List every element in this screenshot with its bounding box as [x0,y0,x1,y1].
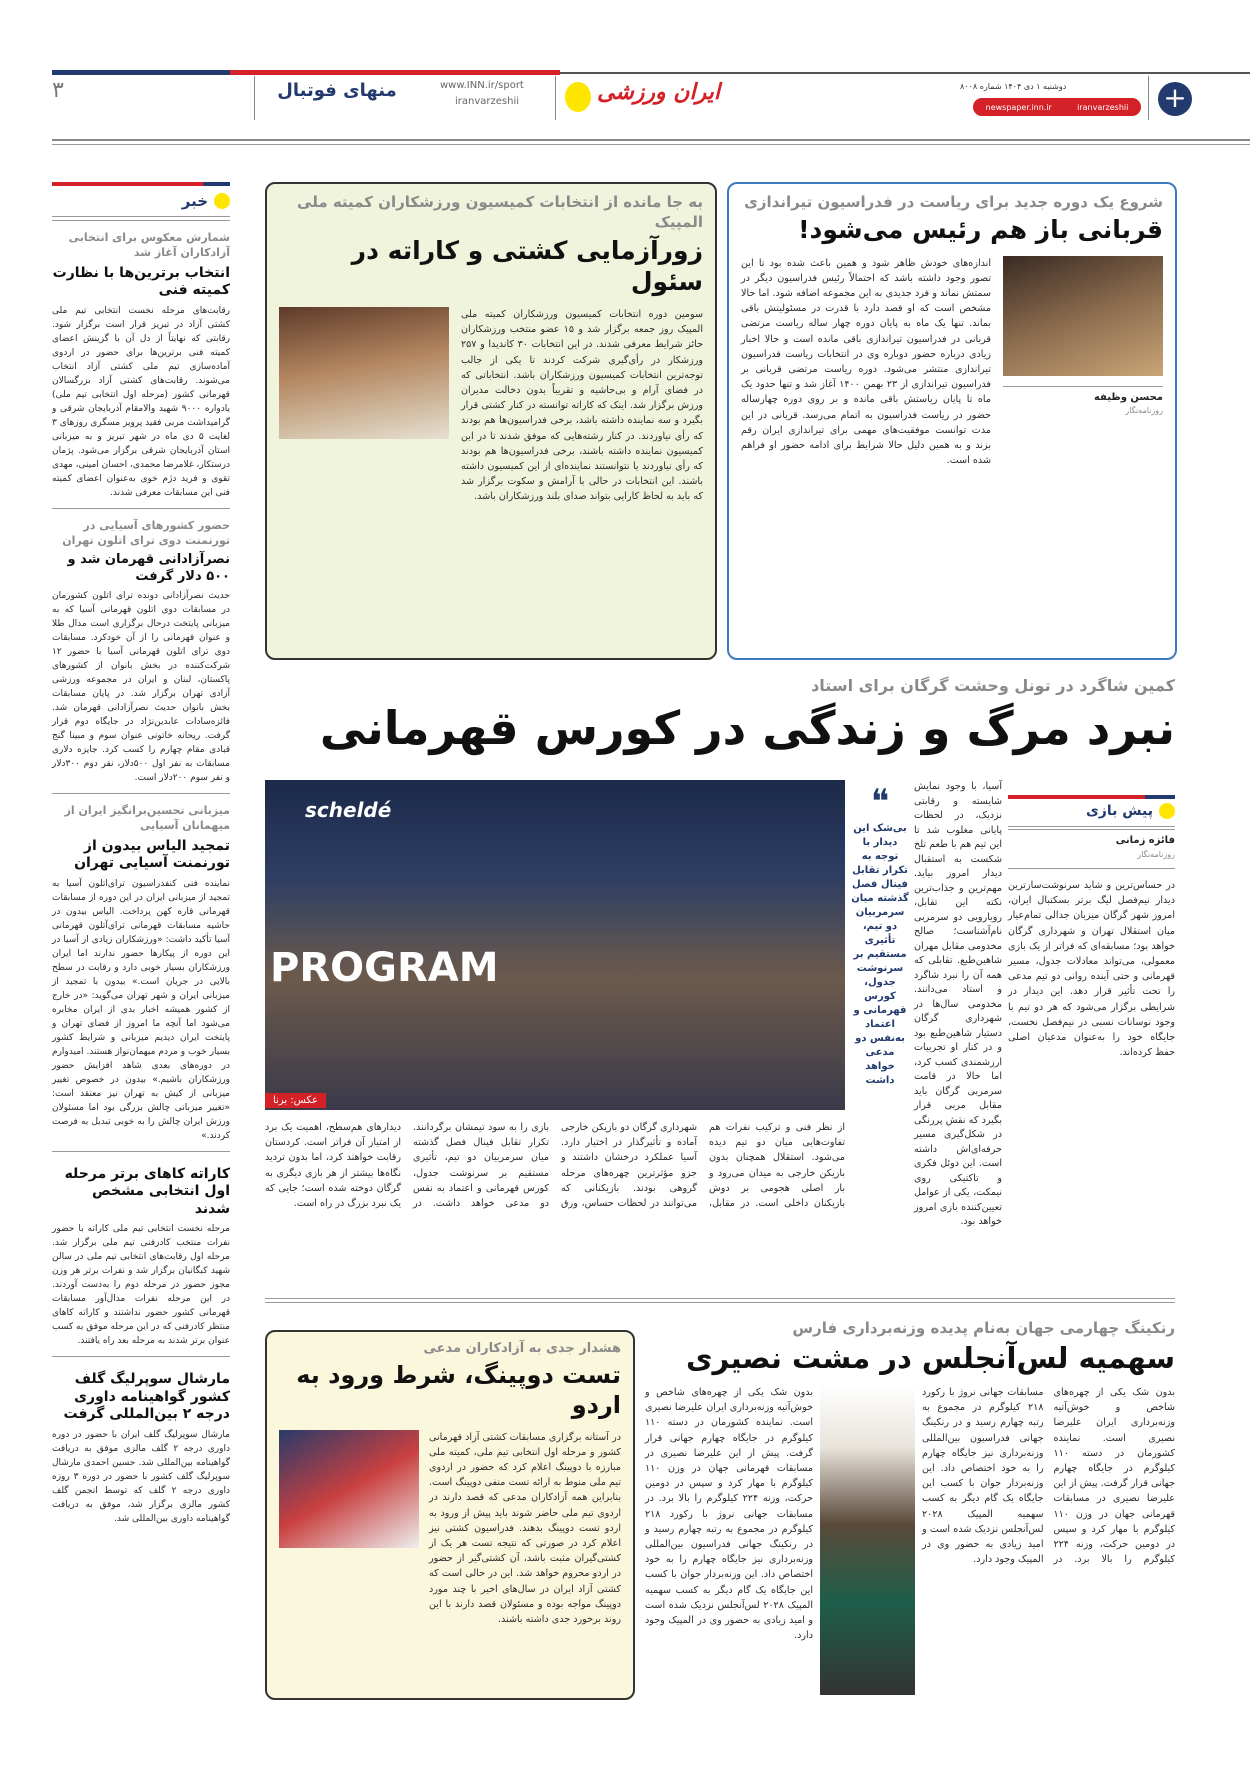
body-text: بدون شک یکی از چهره‌های شاخص و خوش‌آتیه وزنه‌برداری ایران علیرضا نصیری است. نماینده کشورمان در دسته ۱۱۰ کیلوگرم در جایگاه چهارم جهانی قرار گرفت. پیش از این علیرضا نصیری در مسابقات قهرمانی جهان در وزن ۱۱۰ کیلوگرم با مهار کرد و سپس در دومین حرکت، وزنه ۲۲۴ کیلوگرم را بالا برد. در مسابقات جهانی نروژ با رکورد ۲۱۸ کیلوگرم در مجموع به رتبه چهارم رسید و در رنکینگ جهانی فدراسیون بین‌المللی وزنه‌برداری نیز جایگاه چهارم را به خود اختصاص داد. این وزنه‌بردار جوان با کسب این جایگاه یک گام دیگر به کسب سهمیه المپیک ۲۰۲۸ لس‌آنجلس نزدیک شده است و امید زیادی به حضور وی در المپیک وجود دارد. [922,1387,1175,1566]
photo-caption: عکس: برنا [265,1093,326,1108]
kicker: شمارش معکوس برای انتخابی آزادکاران آغاز شد [68,231,230,259]
body-text: حدیث نصرآزادانی دونده ترای اتلون کشورمان در مسابقات دوی اتلون قهرمانی آسیا که به میزبانی پایتخت درحال برگزاری است مدال طلا و عنوان قهرمانی را از آن خودکرد. مسابقات دوی ترای اتلون قهرمانی آسیا با حضور ۱۲ شرکت‌کننده در بخش بانوان از کشورهای پاکستان، لبنان و ایران در مجموعه ورزشی آزادی تهران برگزار شد. در پایان مسابقات بخش بانوان حدیث نصرآزادانی قهرمان شد. فائزه‌سادات عابدین‌نژاد در جایگاه دوم قرار گرفت. ریحانه خاتونی عنوان سوم و مبینا گنج قبادی مقام چهارم را کسب کرد. جایزه دلاری مسابقات به نفر اول ۵۰۰دلار، نفر دوم ۳۰۰دلار و نفر سوم ۲۰۰دلار است. [52,590,230,783]
dot-icon [1159,803,1175,819]
headline: نبرد مرگ و زندگی در کورس قهرمانی [319,701,1175,755]
divider [1148,76,1149,120]
headline: قربانی باز هم رئیس می‌شود! [798,215,1163,245]
social-handle[interactable]: iranvarzeshii [455,96,520,107]
site-url[interactable]: www.INN.ir/sport [440,80,524,91]
pill-social[interactable]: iranvarzeshii [1077,102,1129,112]
section-label: پیش بازی [1085,803,1153,819]
author-name: محسن وظیفه [1093,391,1163,403]
rule-red [230,70,560,75]
kicker: رنکینگ چهارمی جهان به‌نام پدیده وزنه‌برداری فارس [792,1319,1175,1337]
logo: ایران ورزشی [597,80,720,105]
divider [254,76,255,120]
author-role: روزنامه‌نگار [1125,405,1163,415]
article-shooting [727,182,1177,660]
sidebar-label: خبر [181,192,208,210]
headline: تست دوپینگ، شرط ورود به اردو [296,1360,621,1419]
author-role: روزنامه‌نگار [1137,850,1175,859]
author-name: فائزه زمانی [1115,835,1175,846]
headline: کاراته کاهای برتر مرحله اول انتخابی مشخص شدند [64,1165,230,1217]
body-text: سومین دوره انتخابات کمیسیون ورزشکاران کمیته ملی المپیک روز جمعه برگزار شد و ۱۵ عضو منتخب ورزشکاران حائز شرایط معرفی شدند. در این انتخابات ۳۰ کاندیدا و ۲۵۷ ورزشکار در رأی‌گیری شرکت کردند تا یکی از جالب توجه‌ترین انتخابات کمیسیون ورزشکاران باشد. انتخاباتی که در فضای آرام و بی‌حاشیه و تقریباً بدون دخالت مدیران ورزش برگزار شد. اینک که کاراته توانسته در کنار کشتی قرار بگیرد و سه نماینده داشته باشد، برخی فدراسیون‌ها هم بودند که رأی نیاوردند. در کنار رشته‌هایی که موفق شدند تا در این کمیسیون نماینده داشته باشند، برخی فدراسیون‌ها هم بودند که رأی نیاوردند یا نتوانستند نماینده‌ای از این کمیسیون داشته باشند. این انتخابات در حالی با آرامش و سکوت برگزار شد که باید به لحاظ کارایی بتواند صدای بلند ورزشکاران باشد. [461,309,703,503]
body-text: رقابت‌های مرحله نخست انتخابی تیم ملی کشتی آزاد در تبریز قرار است برگزار شود. رقابتی که نهایتاً از دل آن با گزینش اعضای کمیته فنی برترین‌ها برای حضور در اردوی آماده‌سازی تیم ملی کشتی آزاد انتخاب می‌شوند. رقابت‌های کشتی آزاد بزرگسالان قهرمانی کشور (مرحله اول انتخابی تیم ملی) یادواره ۹۰۰۰ شهید والامقام آذربایجان شرقی و گرامیداشت مربی فقید پرویز مسگری روزهای ۳ لغایت ۵ دی ماه در شهر تبریز و به میزبانی استان آذربایجان شرقی برگزار می‌شود. پژمان درستکار، غلامرضا محمدی، احسان امینی، مهدی تقوی و فرید دژم خوی به‌عنوان اعضای کمیته فنی این مسابقات معرفی شدند. [52,305,230,498]
headline: سهمیه لس‌آنجلس در مشت نصیری [685,1341,1175,1375]
sidebar-item [52,1357,230,1534]
sidebar-item [52,794,230,1152]
rule-gray [560,72,1250,74]
headline: نصرآزادانی قهرمان شد و ۵۰۰ دلار گرفت [67,552,230,584]
kicker: کمین شاگرد در تونل وحشت گرگان برای استاد [811,676,1175,695]
sidebar-item [52,509,230,794]
basketball-photo [265,780,845,1110]
quote-icon: ❝ [870,782,890,822]
article-olympic-commission [265,182,717,660]
plus-icon: + [1158,82,1192,116]
contact-pill[interactable] [973,98,1141,116]
sidebar-item [52,1152,230,1358]
kicker: هشدار جدی به آزادکاران مدعی [423,1341,621,1356]
body-text-continued: بدون شک یکی از چهره‌های شاخص و خوش‌آتیه وزنه‌برداری ایران علیرضا نصیری است. نماینده کشورمان در دسته ۱۱۰ کیلوگرم در جایگاه چهارم جهانی قرار گرفت. پیش از این علیرضا نصیری در مسابقات قهرمانی جهان در وزن ۱۱۰ کیلوگرم با مهار کرد و سپس در دومین حرکت، وزنه ۲۲۴ کیلوگرم را بالا برد. در مسابقات جهانی نروژ با رکورد ۲۱۸ کیلوگرم در مجموع به رتبه چهارم رسید و در رنکینگ جهانی فدراسیون بین‌المللی وزنه‌برداری نیز جایگاه چهارم را به خود اختصاص داد. این وزنه‌بردار جوان با کسب این جایگاه یک گام دیگر به کسب سهمیه المپیک ۲۰۲۸ لس‌آنجلس نزدیک شده است و امید زیادی به حضور وی در المپیک وجود دارد. [645,1387,813,1642]
rule [1008,795,1175,799]
rule [52,182,230,186]
body-text: در حساس‌ترین و شاید سرنوشت‌سازترین دیدار نیم‌فصل لیگ برتر بسکتبال ایران، امروز شهر گرگان میزبان جدالی تمام‌عیار میان استقلال تهران و شهرداری گرگان خواهد بود؛ مسابقه‌ای که فراتر از یک بازی معمولی، می‌تواند معادلات جدول، مسیر قهرمانی و حتی آینده روانی دو تیم مدعی را تحت تأثیر قرار دهد. این دیدار در شرایطی برگزار می‌شود که هر دو تیم با وجود نوسانات نسبی در نیم‌فصل نخست، جایگاه خود را به‌عنوان مدعیان اصلی حفظ کرده‌اند. [1008,880,1175,1059]
sidebar [52,182,230,1534]
body-text: آسیا، با وجود نمایش شایسته و رقابتی نزدیک، در لحظات پایانی مغلوب شد تا این تیم هم با طعم تلخ شکست به استقبال دیدار امروز بیاید. مهم‌ترین و جذاب‌ترین نکته این تقابل، رویارویی دو سرمربی نام‌آشناست؛ صالح مخدومی مقابل مهران شاهین‌طبع. تقابلی که همه آن را نبرد شاگرد و استاد می‌دانند. مخدومی سال‌ها در شهرداری گرگان دستیار شاهین‌طبع بود و در کنار او تجربیات ارزشمندی کسب کرد، اما حالا در قامت سرمربی گرگان باید مقابل مربی قرار بگیرد که نقش پررنگی در شکل‌گیری مسیر حرفه‌ای‌اش داشته است. این دوئل فکری و تاکتیکی روی نیمکت، یکی از عوامل تعیین‌کننده بازی امروز خواهد بود. [914,781,1002,1227]
rule-navy [52,70,230,75]
logo-dot-icon [565,82,591,112]
photo-ad: PROGRAM [270,945,499,991]
pull-quote: بی‌شک این دیدار با توجه به تکرار تقابل فینال فصل گذشته میان سرمربیان دو تیم، تأثیری مستقیم بر سرنوشت جدول، کورس قهرمانی و اعتماد به‌نفس دو مدعی خواهد داشت [851,823,909,1086]
kicker: به جا مانده از انتخابات کمیسیون ورزشکاران کمیته ملی المپیک [297,193,703,232]
headline: تمجید الیاس بیدون از تورنمنت آسیایی تهران [74,837,230,872]
body-text: اندازه‌های خودش ظاهر شود و همین باعث شده بود تا این تصور وجود داشته باشد که احتمالاً رئیس فدراسیون دیگر در سمتش نماند و فرد جدیدی به این مجموعه اضافه شود. اما حالا مشخص است که او قصد دارد با قدرت در مسئولیتش باقی بماند. تنها یک ماه به پایان دوره چهار ساله ریاست مرتضی قربانی در فدراسیون تیراندازی باقی مانده است و حالا اخبار زیادی درباره حضور دوباره وی در انتخابات ریاست فدراسیون تیراندازی منتشر می‌شود. دوره ریاست مرتضی قربانی بر فدراسیون تیراندازی از ۲۳ بهمن ۱۴۰۰ آغاز شد و تنها حدود یک ماه تا پایان ریاستش باقی مانده و بر روی دوره چهارساله حضور در ریاست فدراسیون به اتمام می‌رسد. قربانی در این مدت توانست موفقیت‌های مهمی برای تیراندازی ایران رقم بزند و به همین دلیل حالا شرایط برای ادامه حضور او فراهم شده است. [741,257,991,467]
article-photo [1003,256,1163,376]
headline: مارشال سوپرلیگ گلف کشور گواهینامه داوری درجه ۲ بین‌المللی گرفت [63,1371,230,1423]
kicker: شروع یک دوره جدید برای ریاست در فدراسیون تیراندازی [744,193,1163,211]
pill-site[interactable]: newspaper.inn.ir [985,102,1052,112]
date-line: دوشنبه ۱ دی ۱۴۰۴ شماره ۸۰۰۸ [960,82,1067,91]
section-title: منهای فوتبال [277,80,397,101]
athlete-photo [820,1385,915,1695]
article-doping [265,1330,635,1700]
body-text: نماینده فنی کنفدراسیون ترای‌اتلون آسیا به تمجید از میزبانی ایران در این دوره از مسابقات قهرمانی قاره کهن پرداخت. الیاس بیدون در حاشیه مسابقات قهرمانی ترای‌آتلون قهرمانی آسیا تأکید داشت: «ورزشکاران زیادی از آسیا در این دوره از پیکارها حضور ندارند اما ایران ورزشکاران بسیار خوبی دارد و رقابت در سطح بالایی در جریان است.» بیدون با تمجید از میزبانی ایران و شهر تهران می‌گوید: «در خارج از کشور همیشه اخبار بدی از ایران مخابره می‌شود اما آنچه ما امروز از فضای تهران و پایتخت ایران دیدیم میزبانی و شرایط کشور بسیار خوب و مردم میهمان‌نواز هستند. امیدوارم در دوره‌های بعدی شاهد افزایش حضور ورزشکاران باشیم.» بیدون در خصوص تغییر میزبانی از کیش به تهران نیز معتقد است: «تغییر میزبانی چالش بزرگی بود اما مسئولان ورزش ایران چالش را به خوبی تبدیل به فرصت کردند.» [52,878,230,1141]
kicker: حضور کشورهای آسیایی در تورنمنت دوی ترای اتلون تهران [62,518,230,547]
divider [555,76,556,120]
wrestling-photo [279,1430,419,1548]
body-text: مارشال سوپرلیگ گلف ایران با حضور در دوره داوری درجه ۲ گلف مالزی موفق به دریافت گواهینامه بین‌المللی شد. حسین احمدی مارشال سوپرلیگ گلف کشور با حضور در دوره ۳ روزه داوری درجه ۲ گلف که توسط انجمن گلف کشور مالزی برگزار شد، موفق به دریافت گواهینامه داوری بین‌المللی شد. [52,1429,230,1524]
kicker: میزبانی تحسین‌برانگیز ایران از میهمانان آسیایی [64,803,230,832]
sidebar-item [52,221,230,509]
headline: انتخاب برترین‌ها با نظارت کمیته فنی [52,264,230,299]
photo-banner: scheldé [305,798,392,822]
page-number: ۳ [52,78,64,103]
headline: زورآزمایی کشتی و کاراته در سئول [351,235,703,296]
body-text: از نظر فنی و ترکیب نفرات هم تفاوت‌هایی میان دو تیم دیده می‌شود. استقلال همچنان بدون بازیکن خارجی به میدان می‌رود و بار اصلی هجومی بر دوش بازیکنان داخلی است. در مقابل، شهرداری گرگان دو بازیکن خارجی آماده و تأثیرگذار در اختیار دارد. آسیا عملکرد درخشان داشتند و جزو مؤثرترین چهره‌های مرحله گروهی بودند. بازیکنانی که می‌توانند در لحظات حساس، ورق بازی را به سود تیمشان برگردانند. تکرار تقابل فینال فصل گذشته میان سرمربیان دو تیم، تأثیری مستقیم بر سرنوشت جدول، کورس قهرمانی و اعتماد به نفس دو مدعی خواهد داشت. در دیدارهای هم‌سطح، اهمیت یک برد از امتیاز آن فراتر است. کردستان رقابت خواهند کرد، اما بدون تردید نگاه‌ها بیشتر از هر بازی دیگری به گرگان دوخته شده است؛ جایی که یک نبرد بزرگ در راه است. [265,1122,845,1210]
body-text: مرحله نخست انتخابی تیم ملی کاراته با حضور نفرات منتخب کادرفنی تیم ملی برگزار شد. مرحله اول رقابت‌های انتخابی تیم ملی در سالن شهید کبگانیان برگزار شد و نفرات برتر هر وزن مجوز حضور در مرحله دوم را به‌دست آوردند. در این مرحله نفرات مدال‌آور مسابقات قهرمانی کشور حضور نداشتند و کاراته کاهای منتظر کادرفنی که در این مرحله موفق به کسب عنوان برتر شدند به مرحله بعد راه یافتند. [52,1224,230,1347]
article-photo [279,307,449,439]
dot-icon [214,193,230,209]
body-text: در آستانه برگزاری مسابقات کشتی آزاد قهرمانی کشور و مرحله اول انتخابی تیم ملی، کمیته ملی مبارزه با دوپینگ اعلام کرد که حضور در اردوی تیم ملی منوط به ارائه تست منفی دوپینگ است. بنابراین همه آزادکاران مدعی که قصد دارند در اردوی تیم ملی حاضر شوند باید پیش از ورود به اردو تست دوپینگ بدهند. فدراسیون کشتی نیز اعلام کرد در صورتی که نتیجه تست هر یک از کشتی‌گیران مثبت باشد، آن کشتی‌گیر از حضور در اردو محروم خواهد شد. این در حالی است که کشتی آزاد ایران در سال‌های اخیر با چند مورد دوپینگ مواجه بوده و مسئولان قصد دارند با این روند برخورد جدی داشته باشند. [429,1431,621,1625]
